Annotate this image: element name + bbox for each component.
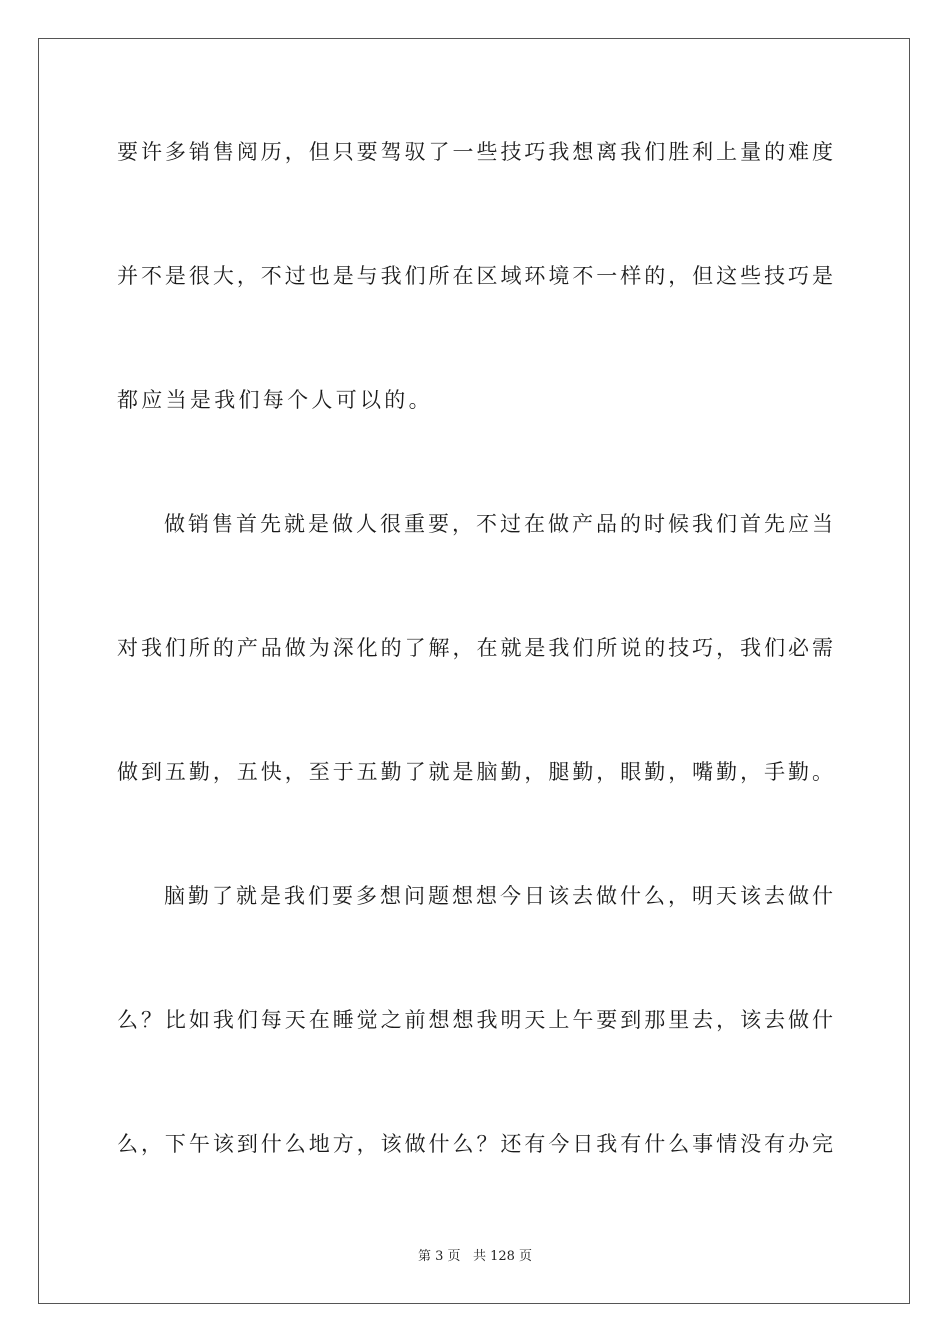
paragraph-first-line: 脑勤了就是我们要多想问题想想今日该去做什么，明天该去做什 — [164, 884, 833, 908]
body-text-line: 要许多销售阅历，但只要驾驭了一些技巧我想离我们胜利上量的难度 — [117, 140, 833, 164]
page-footer — [0, 1248, 950, 1266]
body-text-line: 么，下午该到什么地方，该做什么？还有今日我有什么事情没有办完 — [117, 1132, 833, 1156]
body-text-line: 做到五勤，五快，至于五勤了就是脑勤，腿勤，眼勤，嘴勤，手勤。 — [117, 760, 833, 784]
page-border — [38, 38, 910, 1304]
body-text-line: 么？比如我们每天在睡觉之前想想我明天上午要到那里去，该去做什 — [117, 1008, 833, 1032]
page-number: 第 3 页 — [417, 1249, 461, 1264]
body-text-line: 并不是很大，不过也是与我们所在区域环境不一样的，但这些技巧是 — [117, 264, 833, 288]
body-text-line: 都应当是我们每个人可以的。 — [117, 388, 433, 412]
paragraph-first-line: 做销售首先就是做人很重要，不过在做产品的时候我们首先应当 — [164, 512, 833, 536]
body-text-line: 对我们所的产品做为深化的了解，在就是我们所说的技巧，我们必需 — [117, 636, 833, 660]
page-total: 共 128 页 — [472, 1249, 533, 1264]
